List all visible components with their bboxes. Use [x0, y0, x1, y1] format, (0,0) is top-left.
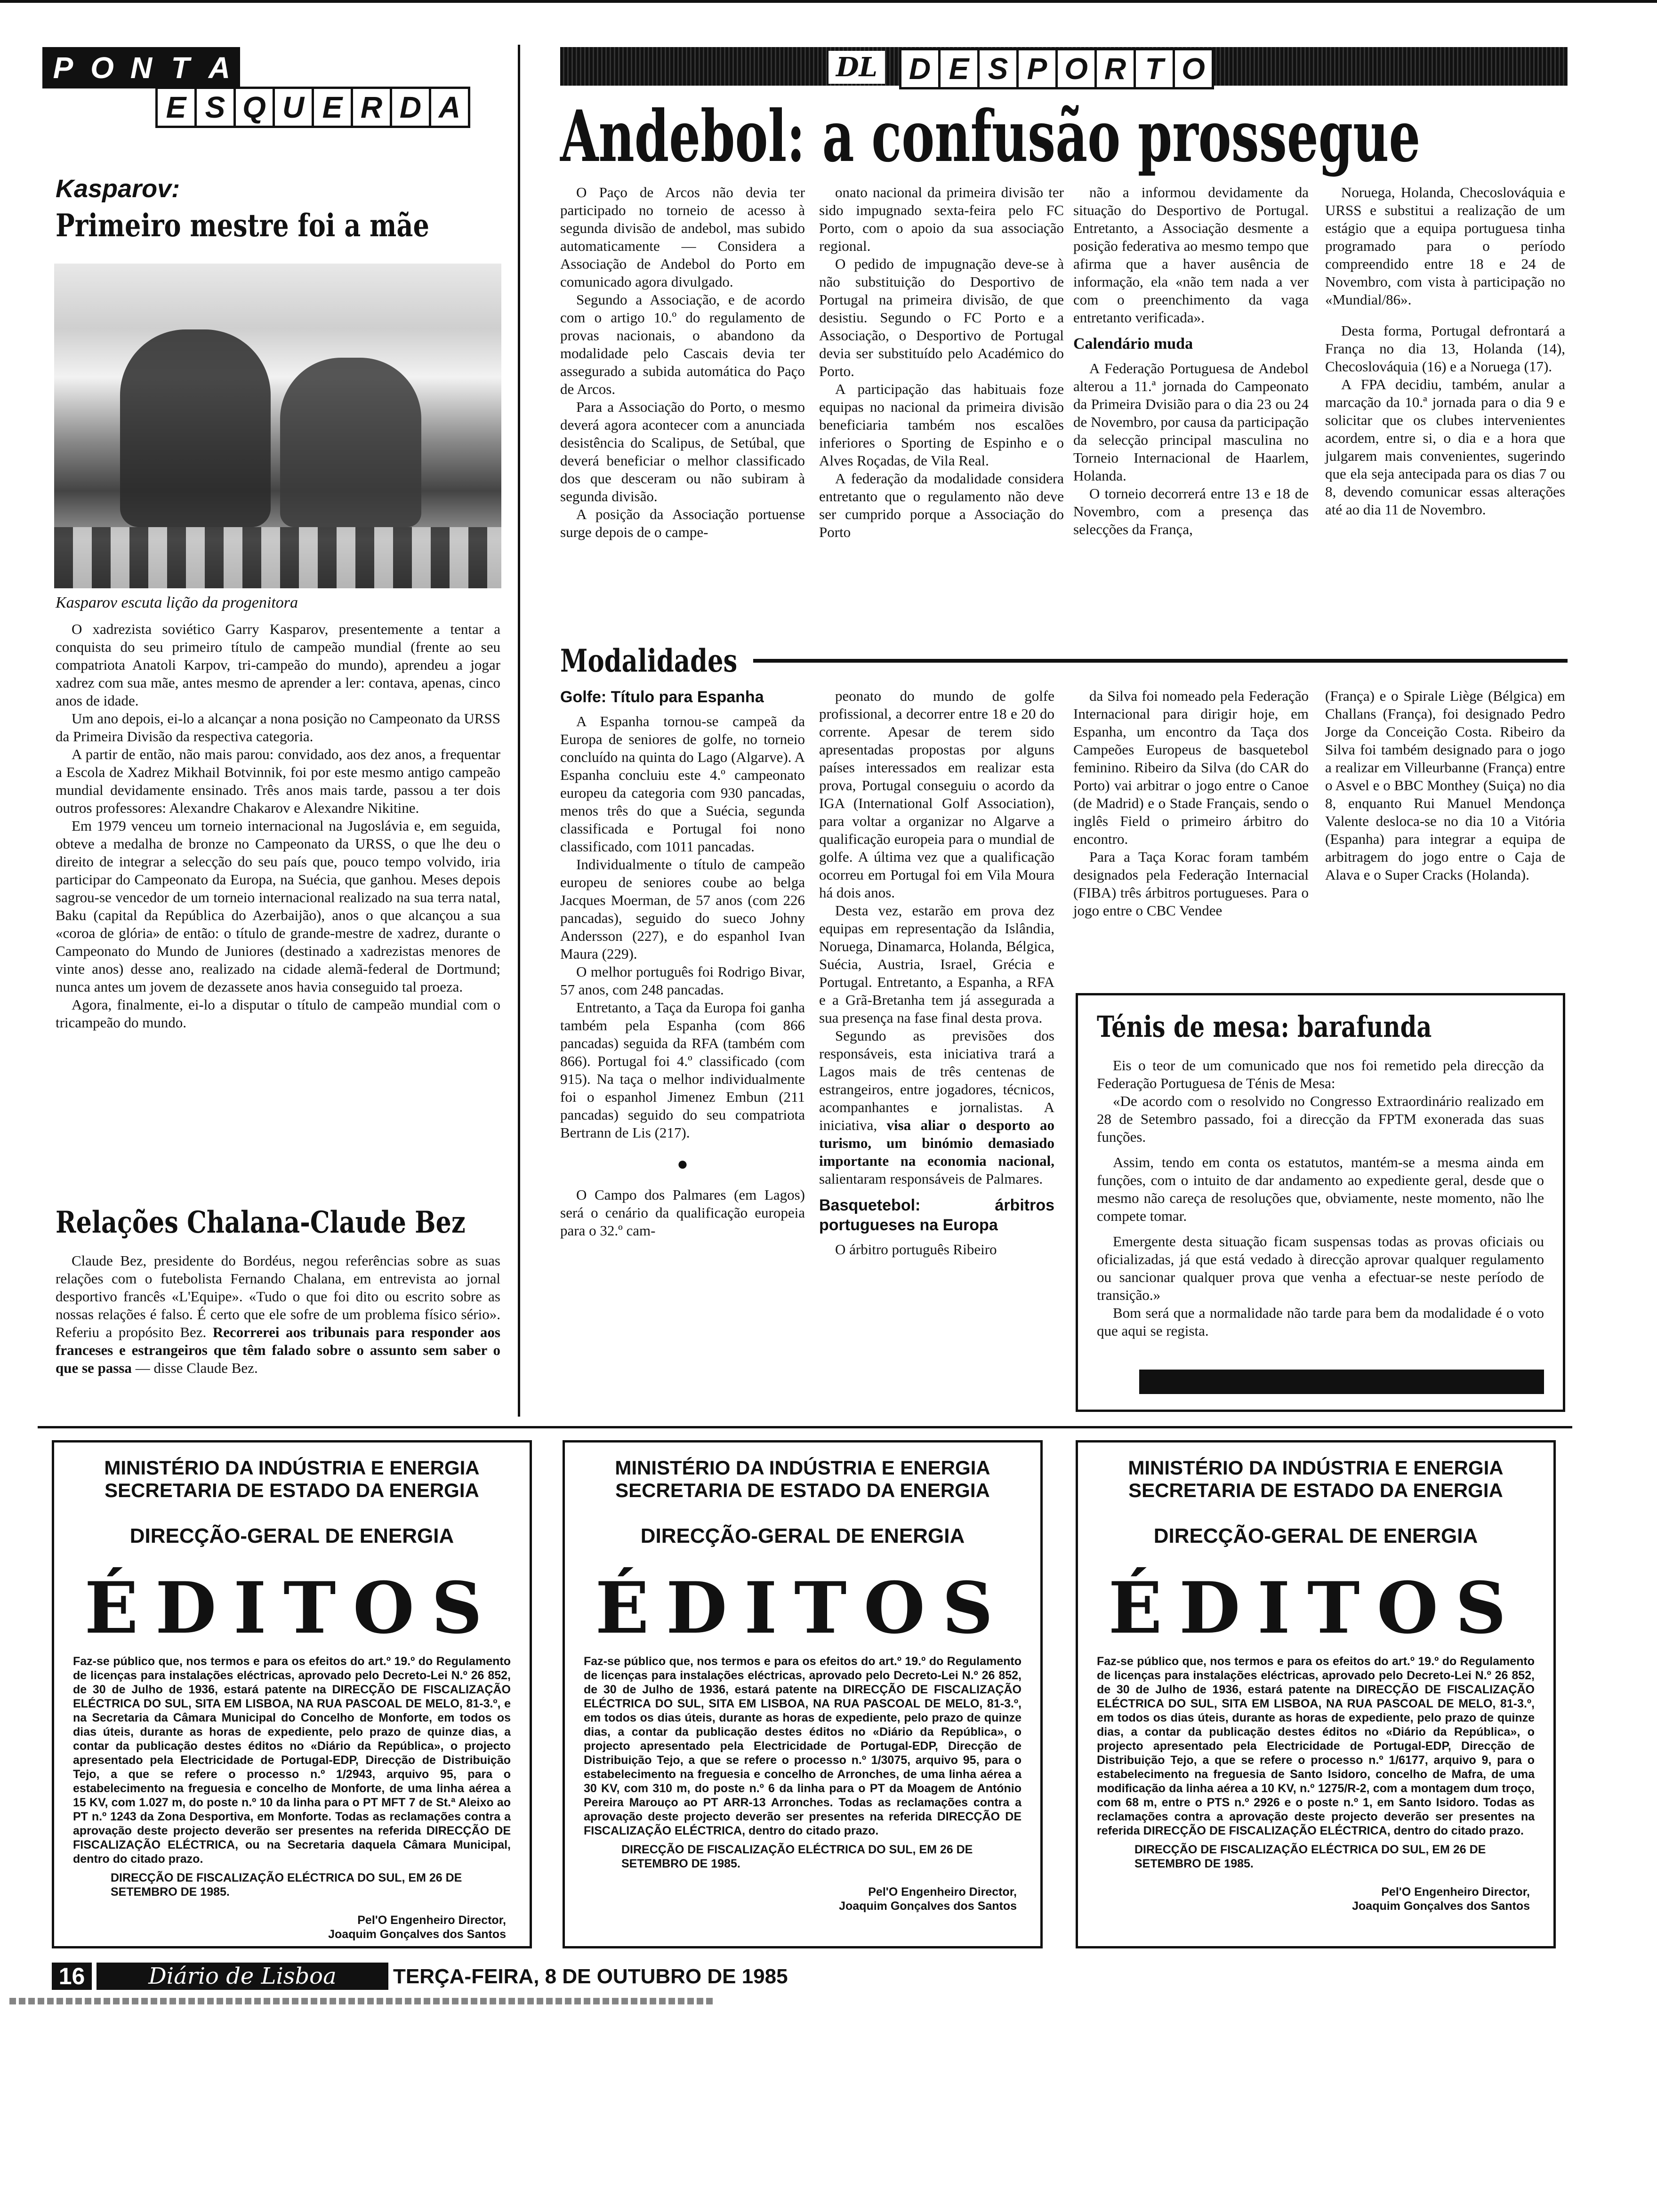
dl-logo: DL — [828, 51, 885, 84]
paragraph: Emergente desta situação ficam suspensas todas as provas oficiais ou oficializadas, já que está vedado à direcção aprovar qualquer regulamento ou sancionar qualquer prova que venha a efectuar-se neste período de transição.» — [1097, 1233, 1544, 1303]
modalidades-header: Modalidades — [560, 642, 738, 679]
ad-signature-name: Joaquim Gonçalves dos Santos — [839, 1899, 1017, 1913]
bold-quote: visa aliar o desporto ao turismo, um binómio demasiado importante na economia nacional, — [819, 1117, 1054, 1169]
esquerda-word — [158, 87, 470, 128]
paragraph: A Federação Portuguesa de Andebol alterou a 11.ª jornada do Campeonato da Primeira Dvisião para o dia 23 ou 24 de Novembro, por causa da participação da selecção principal masculina no Torneio Internacional de Haarlem, Holanda. — [1073, 360, 1309, 484]
ad-signature-title: Pel'O Engenheiro Director, — [357, 1914, 506, 1927]
paragraph: Desta vez, estarão em prova dez equipas em representação da Islândia, Noruega, Dinamarca, Holanda, Bélgica, Suécia, Austria, Israel, Grécia e Portugal. Entretanto, a Espanha, a RFA e a Grã-Bretanha tem já assegurada a sua presença na fase final desta prova. — [819, 902, 1054, 1026]
kasparov-paragraph: O xadrezista soviético Garry Kasparov, presentemente a tentar a conquista do seu primeiro título de campeão mundial (frente ao seu compatriota Anatoli Karpov, tri-campeão do mundo), aprendeu a jogar xadrez com sua mãe, antes mesmo de aprender a ler: contava, apenas, cinco anos de idade. — [56, 621, 500, 709]
tenis-article — [1097, 1057, 1544, 1340]
calendario-title: Calendário muda — [1073, 335, 1193, 353]
paragraph: Individualmente o título de campeão europeu de seniores coube ao belga Jacques Moerman, de 57 anos (com 226 pancadas), seguido do sueco Johny Andersson (227), e do espanhol Ivan Maura (229). — [560, 856, 805, 962]
modalidades-col-3 — [1073, 687, 1309, 920]
desporto-word — [901, 48, 1214, 89]
paragraph-end: salientaram responsáveis de Palmares. — [819, 1170, 1043, 1187]
paragraph: Assim, tendo em conta os estatutos, mantém-se a mesma ainda em funções, com o intuito de dar andamento ao expediente geral, desde que o mesmo não careça de resoluções que, obviamente, neste momento, não lhe compete tomar. — [1097, 1154, 1544, 1224]
ad-text: Faz-se público que, nos termos e para os efeitos do art.º 19.º do Regulamento de licenças para instalações eléctricas, aprovado pelo Decreto-Lei N.º 26 852, de 30 de Julho de 1936, estará patente na DIRECÇÃO DE FISCALIZAÇÃO ELÉCTRICA DO SUL, SITA EM LISBOA, NA RUA PASCOAL DE MELO, 81-3.º, e na Secretaria da Câmara Municipal do Concelho de Monforte, em todos os dias úteis, durante as horas de expediente, pelo prazo de quinze dias, a contar da publicação destes éditos no «Diário da República», o projecto apresentado pela Electricidade de Portugal-EDP, Direcção de Distribuição Tejo, a que se refere o processo n.º 1/2943, arquivo 95, para o estabelecimento na freguesia e concelho de Monforte, de uma linha aérea a 15 KV, com 1.027 m, do poste n.º 10 da linha para o PT MFT 7 de St.ª Aleixo ao PT n.º 1243 da Zona Desportiva, em Monforte. Todas as reclamações contra a aprovação deste projecto deverão ser presentes na referida DIRECÇÃO DE FISCALIZAÇÃO ELÉCTRICA, ou na Secretaria daquela Câmara Municipal, dentro do citado prazo. — [73, 1655, 511, 1866]
kasparov-photo — [54, 264, 501, 588]
paragraph: Segundo as previsões dos responsáveis, esta iniciativa trará a Lagos mais de três centenas de estrangeiros, entre jogadores, técnicos, acompanhantes e jornalistas. A iniciativa, — [819, 1027, 1054, 1133]
header-letter-box: E — [155, 87, 197, 128]
chalana-quote: Recorrerei aos tribunais para responder aos franceses e estrangeiros que têm falado sobre o assunto sem saber o que se passa — [56, 1324, 501, 1376]
ad-text: Faz-se público que, nos termos e para os efeitos do art.º 19.º do Regulamento de licenças para instalações eléctricas, aprovado pelo Decreto-Lei N.º 26 852, de 30 de Julho de 1936, estará patente na DIRECÇÃO DE FISCALIZAÇÃO ELÉCTRICA DO SUL, SITA EM LISBOA, NA RUA PASCOAL DE MELO, 81-3.º, em todos os dias úteis, durante as horas de expediente, pelo prazo de quinze dias, a contar da publicação destes éditos no «Diário da República», o projecto apresentado pela Electricidade de Portugal-EDP, Direcção de Distribuição Tejo, a que se refere o processo n.º 1/6177, arquivo 9, para o estabelecimento na freguesia de Santo Isidoro, concelho de Mafra, de uma modificação da linha aérea a 10 KV, n.º 1275/R-2, com a montagem dum troço, com 68 m, entre o PTS n.º 2926 e o poste n.º 1, em Santo Isidoro. Todas as reclamações contra a aprovação deste projecto deverão ser presentes na referida DIRECÇÃO DE FISCALIZAÇÃO ELÉCTRICA, dentro do citado prazo. — [1097, 1655, 1535, 1837]
editos-ad-2 — [563, 1440, 1043, 1948]
ponta-esquerda-header — [45, 47, 470, 128]
header-letter-box: D — [899, 48, 941, 89]
ad-secretaria: SECRETARIA DE ESTADO DA ENERGIA — [1128, 1479, 1503, 1501]
ad-title: ÉDITOS — [1108, 1567, 1523, 1650]
paragraph: Entretanto, a Taça da Europa foi ganha também pela Espanha (com 866 pancadas) seguida da RFA (também com 866). Portugal foi 4.º classificado (com 915). Na taça o melhor individualmente foi o espanhol Jimenez Embun (211 pancadas) seguido do seu compatriota Bertrann de Lis (217). — [560, 999, 805, 1141]
redacted-bar — [1139, 1370, 1544, 1394]
photo-caption: Kasparov escuta lição da progenitora — [56, 594, 298, 611]
paragraph: «De acordo com o resolvido no Congresso Extraordinário realizado em 28 de Setembro passado, foi a direcção da FPTM exonerada das suas funções. — [1097, 1093, 1544, 1145]
kasparov-paragraph: Agora, finalmente, ei-lo a disputar o título de campeão mundial com o tricampeão do mundo. — [56, 996, 500, 1031]
andebol-col-1 — [560, 184, 805, 541]
paragraph: peonato do mundo de golfe profissional, a decorrer entre 18 e 20 do corrente. Apesar de terem sido apresentadas propostas por alguns países interessados em realizar esta prova, Portugal conseguiu o acordo da IGA (International Golf Association), para voltar a organizar no Algarve a qualificação europeia para o mundial de golfe. A última vez que a qualificação ocorreu em Portugal foi em Vila Moura há dois anos. — [819, 688, 1054, 901]
editos-ad-3 — [1076, 1440, 1556, 1948]
kicker: Kasparov: — [56, 175, 180, 203]
paragraph: Bom será que a normalidade não tarde para bem da modalidade é o voto que aqui se regista. — [1097, 1305, 1544, 1339]
paragraph: Desta forma, Portugal defrontará a França no dia 13, Holanda (14), Checoslováquia (16) e a Noruega (17). — [1325, 322, 1565, 375]
paragraph: não a informou devidamente da situação do Desportivo de Portugal. Entretanto, a Associação desmente a posição federativa ao mesmo tempo que afirma que a haver ausência de informação, ela «não tem nada a ver com o preenchimento da vaga entretanto verificada». — [1073, 184, 1309, 326]
page-number: 16 — [52, 1963, 92, 1990]
header-letter-box: O — [1055, 48, 1097, 89]
paragraph: onato nacional da primeira divisão ter sido impugnado sexta-feira pelo FC Porto, com o apoio da sua associação regional. — [819, 184, 1064, 254]
photo-figure-kasparov — [280, 358, 421, 527]
header-letter-box: S — [194, 87, 236, 128]
paragraph: O pedido de impugnação deve-se à não substituição do Desportivo de Portugal na primeira divisão, de que desistiu. Segundo o FC Porto e a Associação, o Desportivo de Portugal devia ser substituído pelo Académico do Porto. — [819, 256, 1064, 379]
paragraph: (França) e o Spirale Liège (Bélgica) em Challans (França), foi designado Pedro Jorge da Conceição Costa. Ribeiro da Silva foi também designado para o jogo a realizar em Villeurbanne (França) entre o Asvel e o BBC Monthey (Suiça) no dia 8, enquanto Rui Manuel Mendonça Valente desloca-se no dia 10 a Vitória (Espanha) para integrar a equipa de arbitragem do jogo entre o Caja de Alava e o Super Cracks (Holanda). — [1325, 688, 1565, 883]
modalidades-rule — [753, 659, 1568, 663]
ad-title: ÉDITOS — [595, 1567, 1010, 1650]
paragraph: Para a Associação do Porto, o mesmo deverá agora acontecer com a anunciada desistência do Scalipus, de Setúbal, que deverá beneficiar o melhor classificado dos que desceram ou não subiram à segunda divisão. — [560, 399, 805, 505]
ad-direccao: DIRECÇÃO-GERAL DE ENERGIA — [1153, 1524, 1478, 1547]
header-letter-box: D — [390, 87, 431, 128]
ad-direccao-sul: DIRECÇÃO DE FISCALIZAÇÃO ELÉCTRICA DO SUL, EM 26 DE SETEMBRO DE 1985. — [1134, 1843, 1486, 1870]
paragraph: O torneio decorrerá entre 13 e 18 de Novembro, com a presença das selecções da França, — [1073, 485, 1309, 537]
chalana-headline: Relações Chalana-Claude Bez — [56, 1205, 466, 1240]
ad-signature-title: Pel'O Engenheiro Director, — [868, 1885, 1017, 1899]
golfe-title: Golfe: Título para Espanha — [560, 688, 764, 706]
andebol-col-4 — [1325, 184, 1565, 519]
header-letter-box: T — [1134, 48, 1175, 89]
paragraph: A Espanha tornou-se campeã da Europa de seniores de golfe, no torneio concluído na quinta do Lago (Algarve). A Espanha concluiu este 4.º campeonato europeu da categoria com 930 pancadas, menos três do que a Suécia, segunda classificada e Portugal foi nono classificado, com 1011 pancadas. — [560, 713, 805, 855]
header-letter-box: O — [1173, 48, 1214, 89]
tenis-box — [1076, 993, 1565, 1412]
ad-signature-name: Joaquim Gonçalves dos Santos — [328, 1928, 506, 1941]
photo-figure-mother — [120, 329, 271, 527]
ad-secretaria: SECRETARIA DE ESTADO DA ENERGIA — [615, 1479, 990, 1501]
paragraph: Para a Taça Korac foram também designados pela Federação Internacial (FIBA) três árbitros portugueses. Para o jogo entre o CBC Vendee — [1073, 849, 1309, 919]
paragraph: O Paço de Arcos não devia ter participado no torneio de acesso à segunda divisão de andebol, mas subido automaticamente — Considera a Associação de Andebol do Porto em comunicado agora divulgado. — [560, 184, 805, 290]
paragraph: A FPA decidiu, também, anular a marcação da 10.ª jornada para o dia 9 e solicitar que os clubes intervenientes acordem, entre si, o dia e a hora que julgarem mais convenientes, sugerindo que ela seja antecipada para os dias 7 ou 8, devendo comunicar essas alterações até ao dia 11 de Novembro. — [1325, 376, 1565, 518]
paragraph: A federação da modalidade considera entretanto que o regulamento não deve ser cumprido porque a Associação do Porto — [819, 470, 1064, 540]
basquet-title: Basquetebol: árbitros portugueses na Europa — [819, 1196, 1054, 1234]
paragraph: A posição da Associação portuense surge depois de o campe- — [560, 506, 805, 540]
ad-text: Faz-se público que, nos termos e para os efeitos do art.º 19.º do Regulamento de licenças para instalações eléctricas, aprovado pelo Decreto-Lei N.º 26 852, de 30 de Julho de 1936, estará patente na DIRECÇÃO DE FISCALIZAÇÃO ELÉCTRICA DO SUL, SITA EM LISBOA, NA RUA PASCOAL DE MELO, 81-3.º, em todos os dias úteis, durante as horas de expediente, pelo prazo de quinze dias, a contar da publicação destes éditos no «Diário da República», o projecto apresentado pela Electricidade de Portugal-EDP, Direcção de Distribuição Tejo, a que se refere o processo n.º 1/3075, arquivo 95, para o estabelecimento na freguesia e concelho de Arronches, de uma linha aérea a 30 KV, com 310 m, do poste n.º 6 da linha para o PT da Moagem de António Pereira Marouço ao PT ARR-13 Arronches. Todas as reclamações contra a aprovação deste projecto deverão ser presentes na referida DIRECÇÃO DE FISCALIZAÇÃO ELÉCTRICA, dentro do citado prazo. — [584, 1655, 1022, 1837]
paragraph: da Silva foi nomeado pela Federação Internacional para dirigir hoje, em Espanha, um encontro da Taça dos Campeões Europeus de basquetebol feminino. Ribeiro da Silva (do CAR do Porto) vai arbitrar o jogo entre o Canoe (de Madrid) e o Stade Français, sendo o inglês Field o primeiro árbitro do encontro. — [1073, 688, 1309, 847]
ad-ministry: MINISTÉRIO DA INDÚSTRIA E ENERGIA — [615, 1457, 990, 1479]
section-rule — [38, 1426, 1572, 1428]
header-letter-box: R — [351, 87, 392, 128]
ad-direccao: DIRECÇÃO-GERAL DE ENERGIA — [640, 1524, 965, 1547]
kasparov-headline: Primeiro mestre foi a mãe — [56, 207, 429, 244]
paragraph: Segundo a Associação, e de acordo com o artigo 10.º do regulamento de provas nacionais, o abandono da modalidade pelo Cascais devia ter assegurado a subida automática do Paço de Arcos. — [560, 291, 805, 397]
ad-signature-name: Joaquim Gonçalves dos Santos — [1352, 1899, 1530, 1913]
bullet: ● — [676, 1153, 689, 1174]
paper-name: Diário de Lisboa — [97, 1963, 388, 1990]
chalana-article — [56, 1252, 500, 1377]
ad-ministry: MINISTÉRIO DA INDÚSTRIA E ENERGIA — [104, 1457, 480, 1479]
header-letter-box: A — [429, 87, 470, 128]
header-letter-box: A — [199, 47, 240, 88]
paragraph: Eis o teor de um comunicado que nos foi remetido pela direcção da Federação Portuguesa de Ténis de Mesa: — [1097, 1057, 1544, 1091]
top-rule — [0, 0, 1657, 3]
andebol-headline: Andebol: a confusão prossegue — [560, 95, 1421, 178]
paragraph: A participação das habituais foze equipas no nacional da primeira divisão beneficiaria também nos escalões inferiores o Sporting de Espinho e o Alves Roçadas, de Vila Real. — [819, 381, 1064, 469]
header-letter-box: P — [1016, 48, 1058, 89]
kasparov-paragraph: A partir de então, não mais parou: convidado, aos dez anos, a frequentar a Escola de Xadrez Mikhail Botvinnik, foi por este mesmo antigo campeão mundial devidamente ensinado. Três anos mais tarde, passou a ter dois outros professores: Alexandre Chakarov e Alexandre Nikitine. — [56, 746, 500, 816]
kasparov-article — [56, 620, 500, 1032]
kasparov-paragraph: Um ano depois, ei-lo a alcançar a nona posição no Campeonato da URSS da Primeira Divisão da respectiva categoria. — [56, 710, 500, 745]
header-letter-box: Q — [233, 87, 275, 128]
chalana-text: Claude Bez, presidente do Bordéus, negou referências sobre as suas relações com o futebolista Fernando Chalana, em entrevista ao jornal desportivo francês «L'Equipe». «Tudo o que foi dito ou escrito sobre as nossas relações é falso. É certo que ele sofre de um problema físico sério». Referiu a propósito Bez. — [56, 1252, 500, 1340]
header-letter-box: O — [81, 47, 123, 88]
kasparov-paragraph: Em 1979 venceu um torneio internacional na Jugoslávia e, em seguida, obteve a medalha de bronze no Campeonato da URSS, o que lhe deu o direito de integrar a selecção do seu país que, pouco tempo volvido, iria participar do Campeonato da Europa, na Suécia, que ganhou. Meses depois sagrou-se vencedor de um torneio internacional realizado na sua terra natal, Baku (capital da República do Azerbaijão), anos o que alcançou a sua «coroa de glória» de então: o título de grande-mestre de xadrez, durante o Campeonato do Mundo de Juniores (destinado a xadrezistas menores de vinte anos) desse ano, realizado na cidade alemã-federal de Dortmund; nunca antes um jovem de dezassete anos havia conseguido tal proeza. — [56, 817, 500, 995]
header-letter-box: E — [312, 87, 353, 128]
paragraph: O Campo dos Palmares (em Lagos) será o cenário da qualificação europeia para o 32.º cam- — [560, 1186, 805, 1239]
ad-direccao-sul: DIRECÇÃO DE FISCALIZAÇÃO ELÉCTRICA DO SUL, EM 26 DE SETEMBRO DE 1985. — [111, 1871, 462, 1899]
ad-direccao-sul: DIRECÇÃO DE FISCALIZAÇÃO ELÉCTRICA DO SUL, EM 26 DE SETEMBRO DE 1985. — [621, 1843, 973, 1870]
andebol-col-2 — [819, 184, 1064, 541]
editos-ad-1 — [52, 1440, 532, 1948]
header-letter-box: R — [1094, 48, 1136, 89]
column-divider — [518, 45, 520, 1417]
andebol-col-3 — [1073, 184, 1309, 538]
header-letter-box: E — [938, 48, 980, 89]
ad-signature-title: Pel'O Engenheiro Director, — [1381, 1885, 1530, 1899]
paragraph: Noruega, Holanda, Checoslováquia e URSS e substitui a realização de um estágio que a equipa portuguesa tinha programado para o período compreendido entre 18 e 24 de Novembro, com vista à participação no «Mundial/86». — [1325, 184, 1565, 308]
modalidades-col-2 — [819, 687, 1054, 1258]
modalidades-col-4 — [1325, 687, 1565, 884]
header-letter-box: S — [977, 48, 1019, 89]
ad-direccao: DIRECÇÃO-GERAL DE ENERGIA — [129, 1524, 454, 1547]
modalidades-col-1 — [560, 687, 805, 1240]
header-letter-box: U — [273, 87, 314, 128]
footer-noise — [9, 1998, 716, 2004]
paragraph: O melhor português foi Rodrigo Bivar, 57 anos, com 248 pancadas. — [560, 963, 805, 998]
ad-title: ÉDITOS — [84, 1567, 499, 1650]
tenis-headline: Ténis de mesa: barafunda — [1097, 1010, 1432, 1044]
header-letter-box: P — [42, 47, 84, 88]
paragraph: O árbitro português Ribeiro — [835, 1241, 997, 1258]
ad-secretaria: SECRETARIA DE ESTADO DA ENERGIA — [105, 1479, 479, 1501]
footer-date: TERÇA-FEIRA, 8 DE OUTUBRO DE 1985 — [393, 1965, 788, 1988]
ad-ministry: MINISTÉRIO DA INDÚSTRIA E ENERGIA — [1128, 1457, 1504, 1479]
header-letter-box: T — [160, 47, 201, 88]
header-letter-box: N — [121, 47, 162, 88]
chalana-text-end: — disse Claude Bez. — [131, 1360, 258, 1376]
ponta-word — [45, 47, 470, 88]
photo-chessboard — [54, 527, 501, 588]
